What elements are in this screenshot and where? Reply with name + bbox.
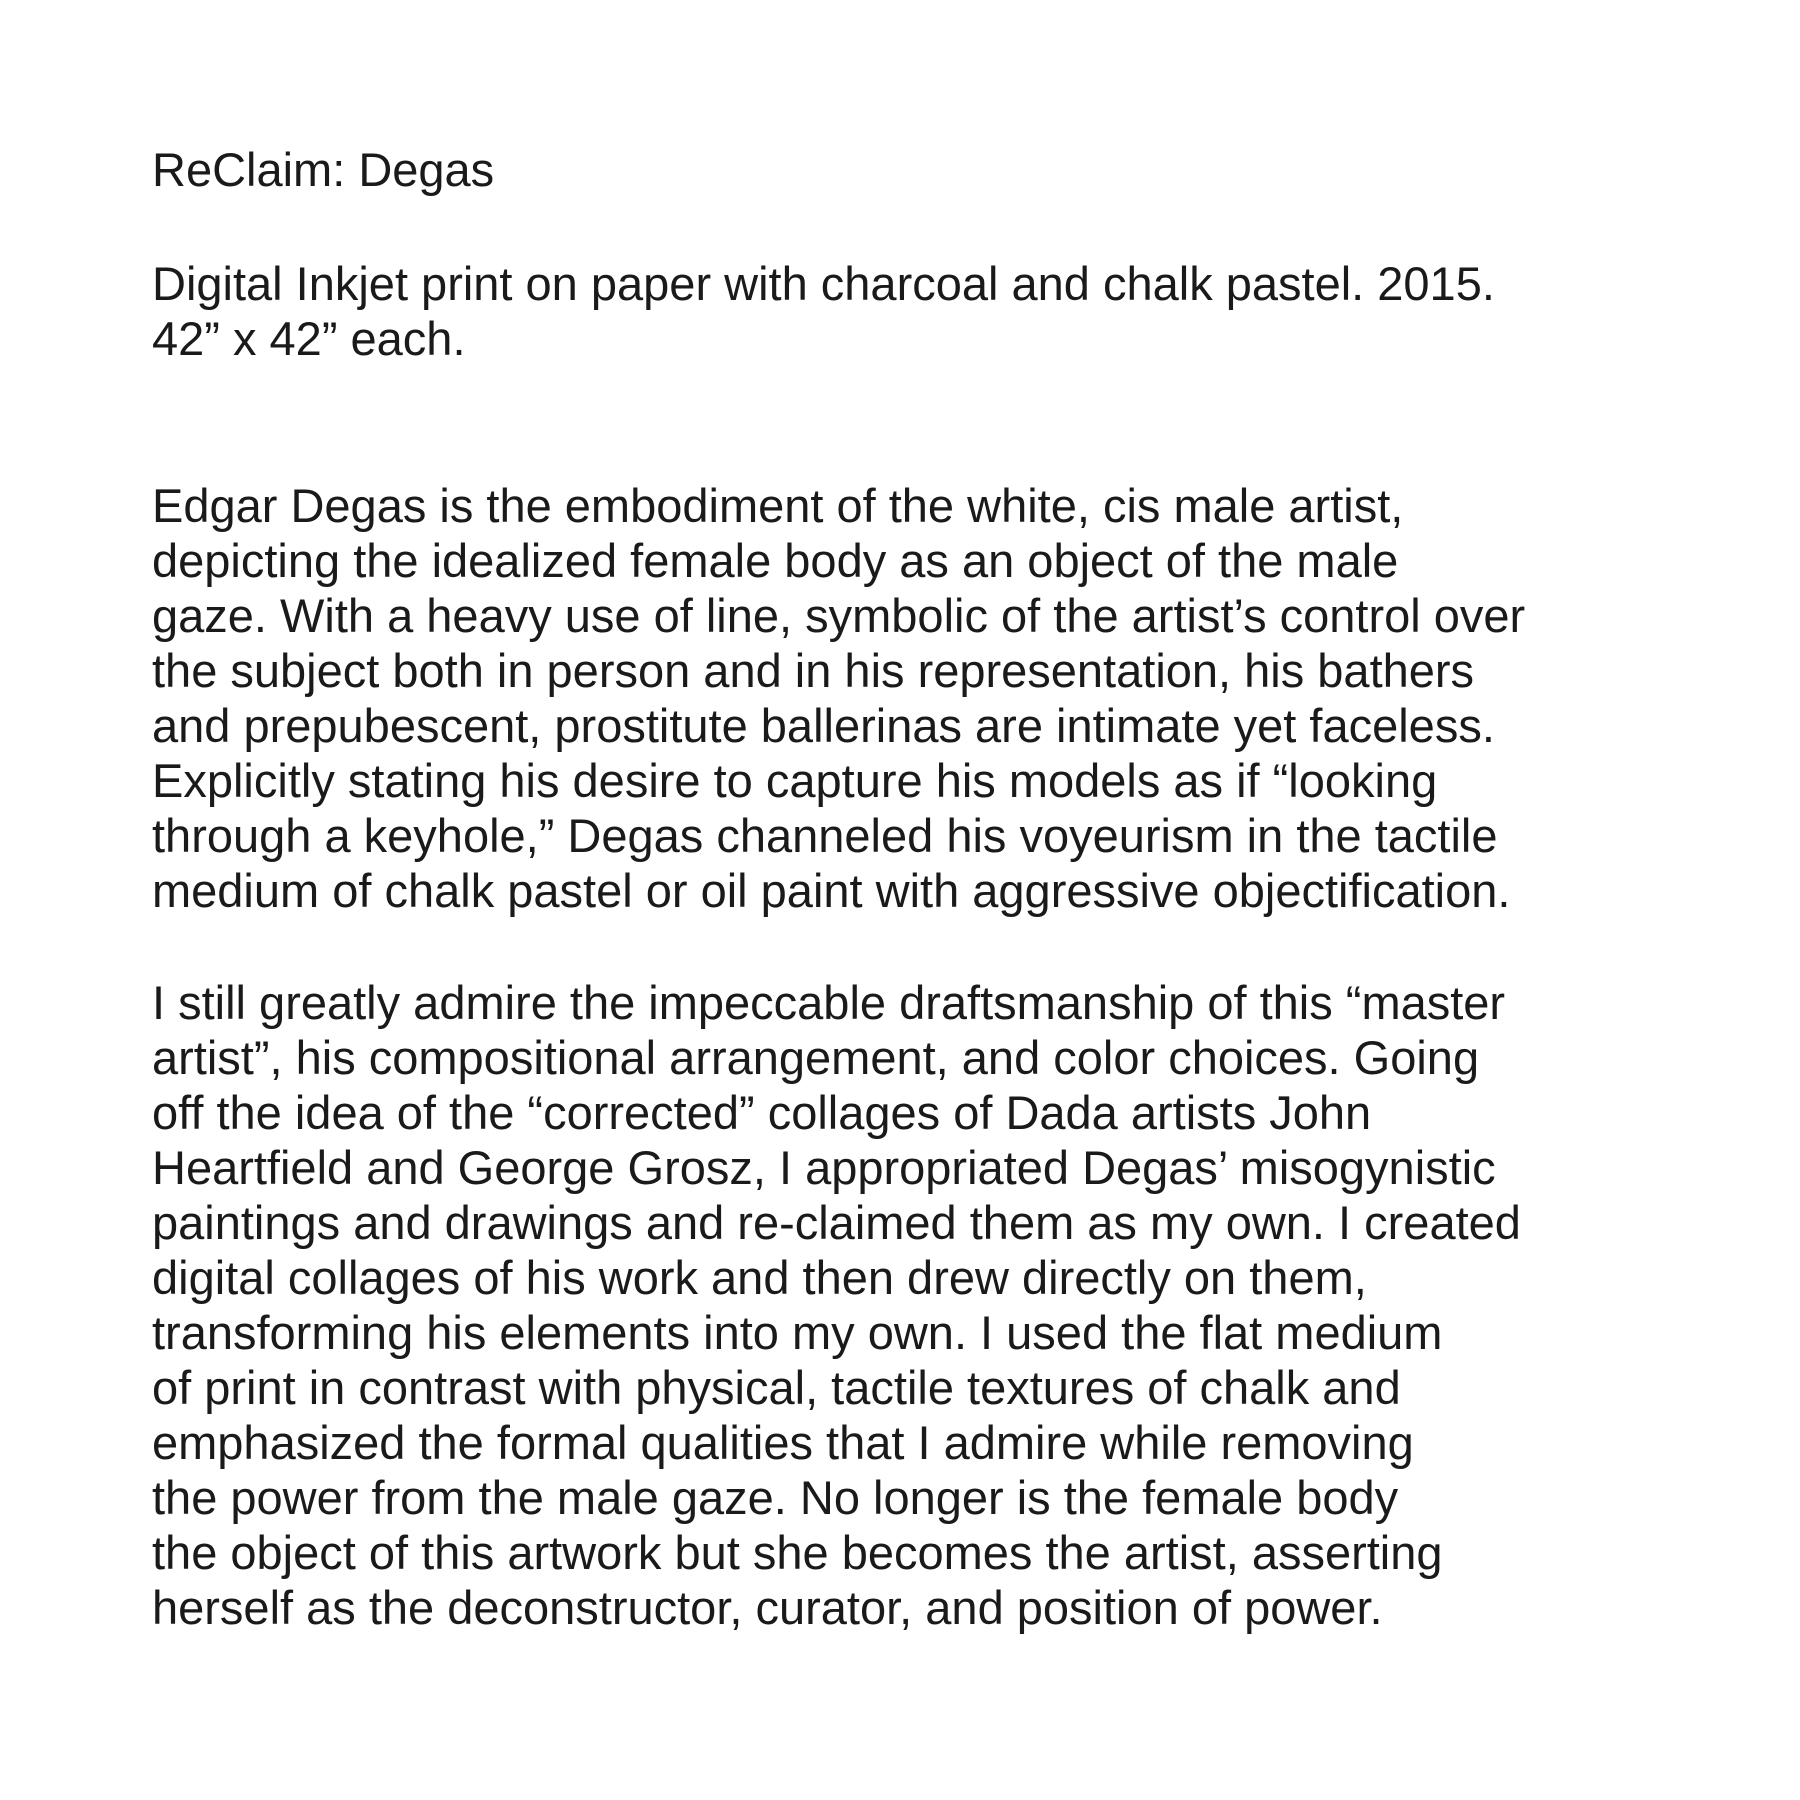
paragraph-line: I still greatly admire the impeccable draftsmanship of this “master — [152, 976, 1506, 1029]
paragraph-line: paintings and drawings and re-claimed them as my own. I created — [152, 1196, 1521, 1249]
paragraph-line: the subject both in person and in his representation, his bathers — [152, 644, 1475, 697]
paragraph-line: herself as the deconstructor, curator, and position of power. — [152, 1581, 1383, 1634]
artwork-medium — [152, 256, 1495, 366]
paragraph-line: Explicitly stating his desire to capture his models as if “looking — [152, 754, 1438, 807]
paragraph-line: off the idea of the “corrected” collages of Dada artists John — [152, 1086, 1372, 1139]
paragraph-line: transforming his elements into my own. I used the flat medium — [152, 1306, 1443, 1359]
paragraph-line: Heartfield and George Grosz, I appropriated Degas’ misogynistic — [152, 1141, 1496, 1194]
paragraph-line: of print in contrast with physical, tactile textures of chalk and — [152, 1361, 1401, 1414]
paragraph-line: artist”, his compositional arrangement, and color choices. Going — [152, 1031, 1480, 1084]
dimensions-line: 42” x 42” each. — [152, 312, 466, 365]
paragraph-line: the object of this artwork but she becomes the artist, asserting — [152, 1526, 1443, 1579]
statement-paragraph-1 — [152, 478, 1525, 918]
paragraph-line: gaze. With a heavy use of line, symbolic of the artist’s control over — [152, 589, 1526, 642]
paragraph-line: medium of chalk pastel or oil paint with aggressive objectification. — [152, 864, 1511, 917]
paragraph-line: emphasized the formal qualities that I admire while removing — [152, 1416, 1414, 1469]
paragraph-line: depicting the idealized female body as an object of the male — [152, 534, 1399, 587]
paragraph-line: through a keyhole,” Degas channeled his voyeurism in the tactile — [152, 809, 1498, 862]
paragraph-line: and prepubescent, prostitute ballerinas are intimate yet faceless. — [152, 699, 1495, 752]
paragraph-line: digital collages of his work and then drew directly on them, — [152, 1251, 1367, 1304]
paragraph-line: Edgar Degas is the embodiment of the white, cis male artist, — [152, 479, 1404, 532]
statement-paragraph-2 — [152, 975, 1521, 1635]
artwork-title: ReClaim: Degas — [152, 143, 495, 196]
paragraph-line: the power from the male gaze. No longer is the female body — [152, 1471, 1399, 1524]
medium-line: Digital Inkjet print on paper with charcoal and chalk pastel. 2015. — [152, 257, 1495, 310]
